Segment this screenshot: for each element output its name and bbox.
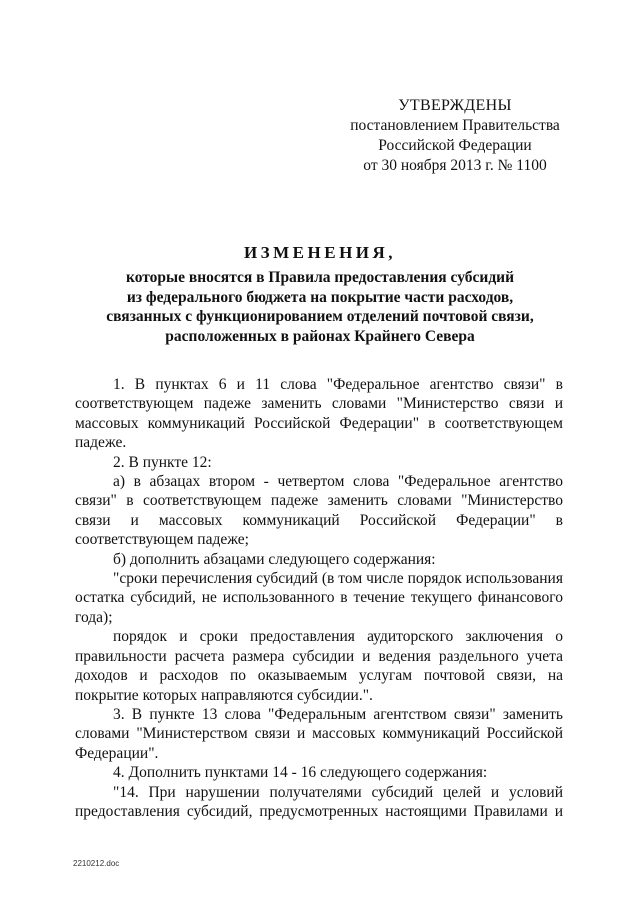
subtitle-line: которые вносятся в Правила предоставления субсидий — [125, 269, 515, 286]
subtitle-line: связанных с функционированием отделений почтовой связи, — [106, 308, 534, 325]
approval-block — [340, 96, 570, 176]
paragraph-item-4: 4. Дополнить пунктами 14 - 16 следующего содержания: — [113, 764, 488, 782]
paragraph-sub-a: а) в абзацах втором - четвертом слова "Федеральное агентство связи" в соответствующем падеже заменить словами "Министерство связи и массовых коммуникаций Российской Федерации" в соответствующем падеже; — [75, 473, 563, 549]
paragraph-quote-2: порядок и сроки предоставления аудиторского заключения о правильности расчета размера субсидии и ведения раздельного учета доходов и расходов по оказываемым услугам почтовой связи, на покрытие которых направляются субсидии.". — [75, 628, 563, 704]
approval-heading: УТВЕРЖДЕНЫ — [398, 97, 512, 114]
subtitle-line: из федерального бюджета на покрытие части расходов, — [126, 288, 514, 306]
paragraph-quote-1: "сроки перечисления субсидий (в том числе порядок использования остатка субсидий, не использованного в течение текущего финансового года); — [75, 570, 563, 626]
paragraph-item-1: 1. В пунктах 6 и 11 слова "Федеральное агентство связи" в соответствующем падеже заменить словами "Министерство связи и массовых коммуникаций Российской Федерации" в соответствующем падеже. — [75, 376, 563, 452]
subtitle-line: расположенных в районах Крайнего Севера — [165, 327, 475, 345]
paragraph-item-14: "14. При нарушении получателями субсидий целей и условий предоставления субсидий, предусмотренных настоящими Правилами и — [75, 783, 563, 820]
paragraph-item-3: 3. В пункте 13 слова "Федеральным агентством связи" заменить словами "Министерством связи и массовых коммуникаций Российской Федерации". — [75, 705, 563, 762]
approval-line-2: Российской Федерации — [378, 137, 532, 154]
paragraph-sub-b: б) дополнить абзацами следующего содержания: — [113, 550, 436, 568]
approval-line-1: постановлением Правительства — [350, 117, 560, 134]
approval-line-3: от 30 ноября 2013 г. № 1100 — [363, 157, 547, 174]
document-body — [75, 375, 563, 821]
footer-filename: 2210212.doc — [73, 859, 120, 868]
document-title: ИЗМЕНЕНИЯ, — [243, 243, 397, 262]
document-subtitle — [90, 268, 550, 346]
paragraph-item-2: 2. В пункте 12: — [113, 453, 212, 471]
